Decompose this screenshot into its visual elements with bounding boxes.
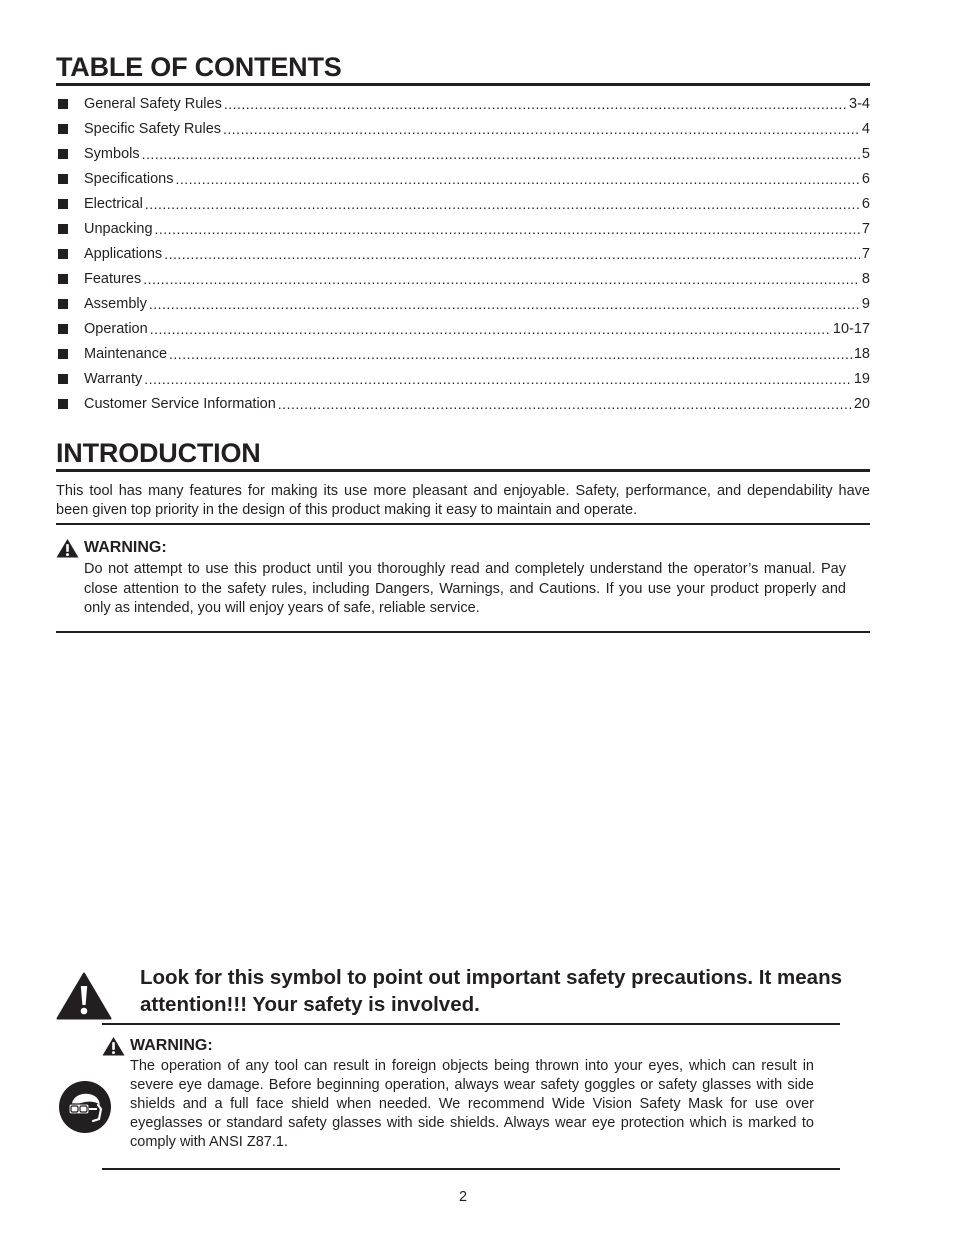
square-bullet-icon (58, 274, 68, 284)
toc-item-page: 6 (861, 195, 870, 212)
dot-leader (278, 396, 852, 412)
dot-leader (164, 246, 860, 262)
toc-item[interactable] (56, 341, 870, 366)
square-bullet-icon (58, 174, 68, 184)
toc-item[interactable] (56, 141, 870, 166)
warning-text: Do not attempt to use this product until you thoroughly read and completely understand the operator’s manual. Pay close attention to the safety rules, including Dangers, Warnings, and Cautions. If you use your product properly and only as intended, you will enjoy years of safe, reliable service. (84, 561, 846, 616)
square-bullet-icon (58, 99, 68, 109)
toc-item[interactable] (56, 291, 870, 316)
square-bullet-icon (58, 124, 68, 134)
dot-leader (145, 196, 860, 212)
safety-symbol-explanation: Look for this symbol to point out important safety precautions. It means attention!!! Your safety is involved. (140, 966, 842, 1016)
toc-item-page: 6 (861, 170, 870, 187)
warning-triangle-icon (56, 538, 79, 558)
square-bullet-icon (58, 399, 68, 409)
toc-item[interactable] (56, 366, 870, 391)
toc-item-page: 10-17 (832, 320, 870, 337)
introduction-heading: INTRODUCTION (56, 438, 870, 472)
toc-item-label: Operation (84, 320, 148, 337)
warning-heading (102, 1036, 814, 1056)
toc-item-page: 5 (861, 145, 870, 162)
square-bullet-icon (58, 249, 68, 259)
toc-item-page: 18 (853, 345, 870, 362)
toc-item-label: Customer Service Information (84, 395, 276, 412)
page-number: 2 (458, 1189, 468, 1205)
toc-item[interactable] (56, 191, 870, 216)
square-bullet-icon (58, 199, 68, 209)
eye-protection-warning-text: The operation of any tool can result in foreign objects being thrown into your eyes, which can result in severe eye damage. Before beginning operation, always wear safety goggles or safety glasses with side shields and a full face shield when needed. We recommend Wide Vision Safety Mask for use over eyeglasses or standard safety glasses with side shields. Always wear eye protection which is marked to comply with ANSI Z87.1. (130, 1058, 814, 1150)
divider (102, 1168, 840, 1170)
warning-block-manual (56, 538, 846, 619)
toc-item-page: 8 (861, 270, 870, 287)
eye-protection-goggles-icon (57, 1079, 113, 1135)
divider (56, 631, 870, 633)
warning-triangle-icon (102, 1036, 125, 1056)
toc-item-label: Specific Safety Rules (84, 120, 222, 137)
toc-item-page: 4 (861, 120, 870, 137)
dot-leader (142, 146, 860, 162)
toc-item-page: 7 (861, 220, 870, 237)
warning-heading-label: WARNING: (84, 539, 167, 556)
toc-item[interactable] (56, 266, 870, 291)
divider (102, 1023, 840, 1025)
toc-heading: TABLE OF CONTENTS (56, 52, 870, 86)
toc-item-label: Unpacking (84, 220, 153, 237)
warning-block-eye-protection (102, 1036, 814, 1152)
warning-heading-label: WARNING: (130, 1037, 213, 1054)
safety-alert-symbol-icon (56, 972, 112, 1020)
dot-leader (169, 346, 852, 362)
toc-item-label: Assembly (84, 295, 147, 312)
square-bullet-icon (58, 374, 68, 384)
toc-item-label: Features (84, 270, 142, 287)
square-bullet-icon (58, 224, 68, 234)
toc-item[interactable] (56, 391, 870, 416)
toc-item-label: Specifications (84, 170, 174, 187)
dot-leader (155, 221, 860, 237)
square-bullet-icon (58, 299, 68, 309)
dot-leader (150, 321, 831, 337)
dot-leader (149, 296, 860, 312)
toc-item-page: 19 (853, 370, 870, 387)
toc-item-label: Symbols (84, 145, 140, 162)
toc-item-page: 3-4 (849, 95, 870, 112)
toc-list (56, 91, 870, 416)
dot-leader (143, 271, 860, 287)
toc-item-label: Warranty (84, 370, 143, 387)
toc-item-label: General Safety Rules (84, 95, 222, 112)
toc-item[interactable] (56, 166, 870, 191)
toc-item[interactable] (56, 91, 870, 116)
square-bullet-icon (58, 349, 68, 359)
toc-item[interactable] (56, 316, 870, 341)
toc-item[interactable] (56, 241, 870, 266)
dot-leader (224, 96, 847, 112)
square-bullet-icon (58, 149, 68, 159)
dot-leader (144, 371, 852, 387)
toc-item[interactable] (56, 216, 870, 241)
toc-item-label: Applications (84, 245, 163, 262)
toc-item[interactable] (56, 116, 870, 141)
toc-item-page: 20 (853, 395, 870, 412)
dot-leader (175, 171, 859, 187)
introduction-text: This tool has many features for making its use more pleasant and enjoyable. Safety, performance, and dependability have been given top priority in the design of this product making it easy to maintain and operate. (56, 483, 870, 518)
warning-heading (56, 538, 846, 558)
dot-leader (223, 121, 860, 137)
toc-item-page: 7 (861, 245, 870, 262)
square-bullet-icon (58, 324, 68, 334)
toc-item-label: Maintenance (84, 345, 168, 362)
toc-item-label: Electrical (84, 195, 143, 212)
divider (56, 523, 870, 525)
toc-item-page: 9 (861, 295, 870, 312)
